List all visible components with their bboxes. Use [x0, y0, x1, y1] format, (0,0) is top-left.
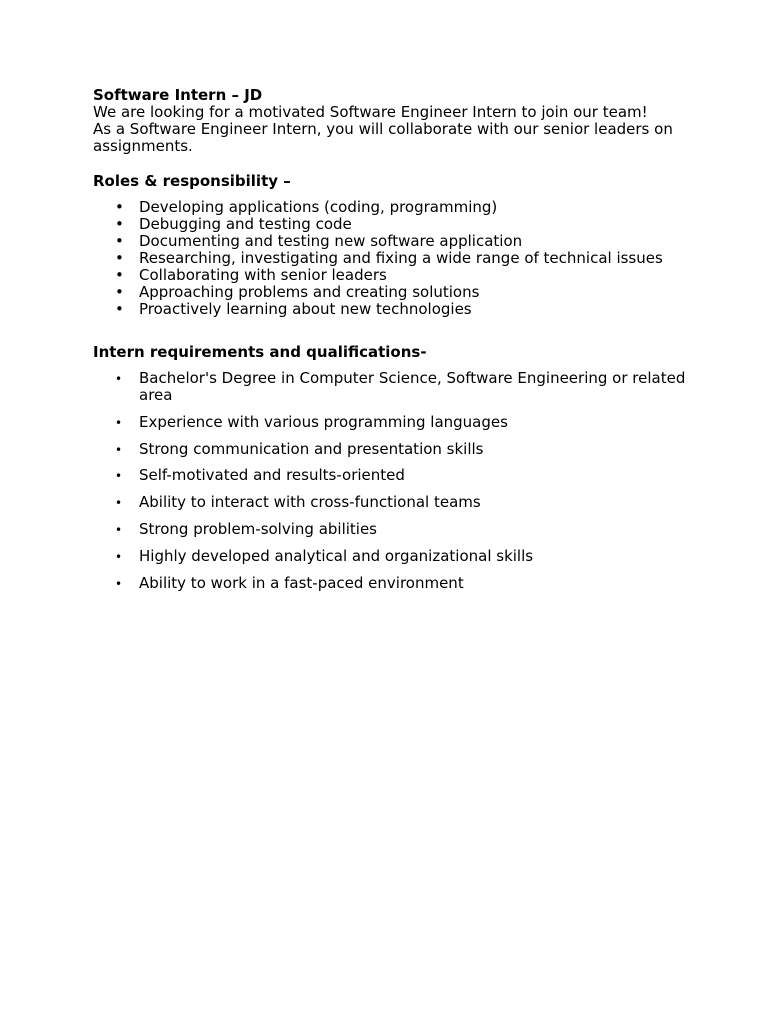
bullet-icon: •: [115, 300, 124, 318]
bullet-icon: •: [115, 496, 123, 511]
list-item-text: Developing applications (coding, programming): [139, 198, 498, 216]
bullet-icon: •: [115, 215, 124, 233]
intro-line-2: As a Software Engineer Intern, you will collaborate with our senior leaders on assignments.: [93, 120, 673, 155]
list-item: [93, 467, 693, 484]
bullet-icon: •: [115, 266, 124, 284]
list-item: [93, 250, 693, 267]
bullet-icon: •: [115, 469, 123, 484]
list-item: [93, 370, 693, 404]
list-item-text: Approaching problems and creating solutions: [139, 283, 480, 301]
list-item-text: Experience with various programming languages: [139, 412, 508, 431]
list-item-text: Researching, investigating and fixing a wide range of technical issues: [139, 249, 663, 267]
bullet-icon: •: [115, 442, 123, 457]
requirements-list: [93, 370, 693, 592]
list-item-text: Collaborating with senior leaders: [139, 266, 387, 284]
list-item: [93, 494, 693, 511]
intro-line-1: We are looking for a motivated Software Engineer Intern to join our team!: [93, 103, 648, 121]
list-item-text: Documenting and testing new software application: [139, 232, 523, 250]
list-item: [93, 301, 693, 318]
bullet-icon: •: [115, 372, 123, 386]
list-item-text: Debugging and testing code: [139, 215, 352, 233]
list-item-text: Strong communication and presentation skills: [139, 439, 484, 458]
list-item: [93, 414, 693, 431]
list-item: [93, 233, 693, 250]
list-item-text: Highly developed analytical and organizational skills: [139, 546, 534, 565]
list-item-text: Ability to work in a fast-paced environment: [139, 573, 464, 592]
bullet-icon: •: [115, 549, 123, 564]
list-item: [93, 575, 693, 592]
list-item: [93, 284, 693, 301]
bullet-icon: •: [115, 249, 124, 267]
list-item-text: Self-motivated and results-oriented: [139, 466, 405, 485]
bullet-icon: •: [115, 198, 124, 216]
list-item: [93, 521, 693, 538]
document-title: Software Intern – JD: [93, 86, 263, 104]
intro-paragraph: [93, 104, 693, 155]
document-body: [93, 87, 693, 601]
roles-list: [93, 199, 693, 318]
bullet-icon: •: [115, 283, 124, 301]
bullet-icon: •: [115, 576, 123, 591]
list-item: [93, 216, 693, 233]
bullet-icon: •: [115, 232, 124, 250]
list-item: [93, 548, 693, 565]
list-item-text: Bachelor's Degree in Computer Science, Software Engineering or related area: [139, 369, 686, 404]
requirements-heading: Intern requirements and qualifications-: [93, 343, 427, 361]
bullet-icon: •: [115, 522, 123, 537]
bullet-icon: •: [115, 415, 123, 430]
list-item: [93, 267, 693, 284]
list-item: [93, 441, 693, 458]
list-item-text: Strong problem-solving abilities: [139, 519, 378, 538]
list-item-text: Ability to interact with cross-functional teams: [139, 493, 481, 512]
roles-heading: Roles & responsibility –: [93, 172, 291, 190]
list-item-text: Proactively learning about new technologies: [139, 300, 472, 318]
list-item: [93, 199, 693, 216]
